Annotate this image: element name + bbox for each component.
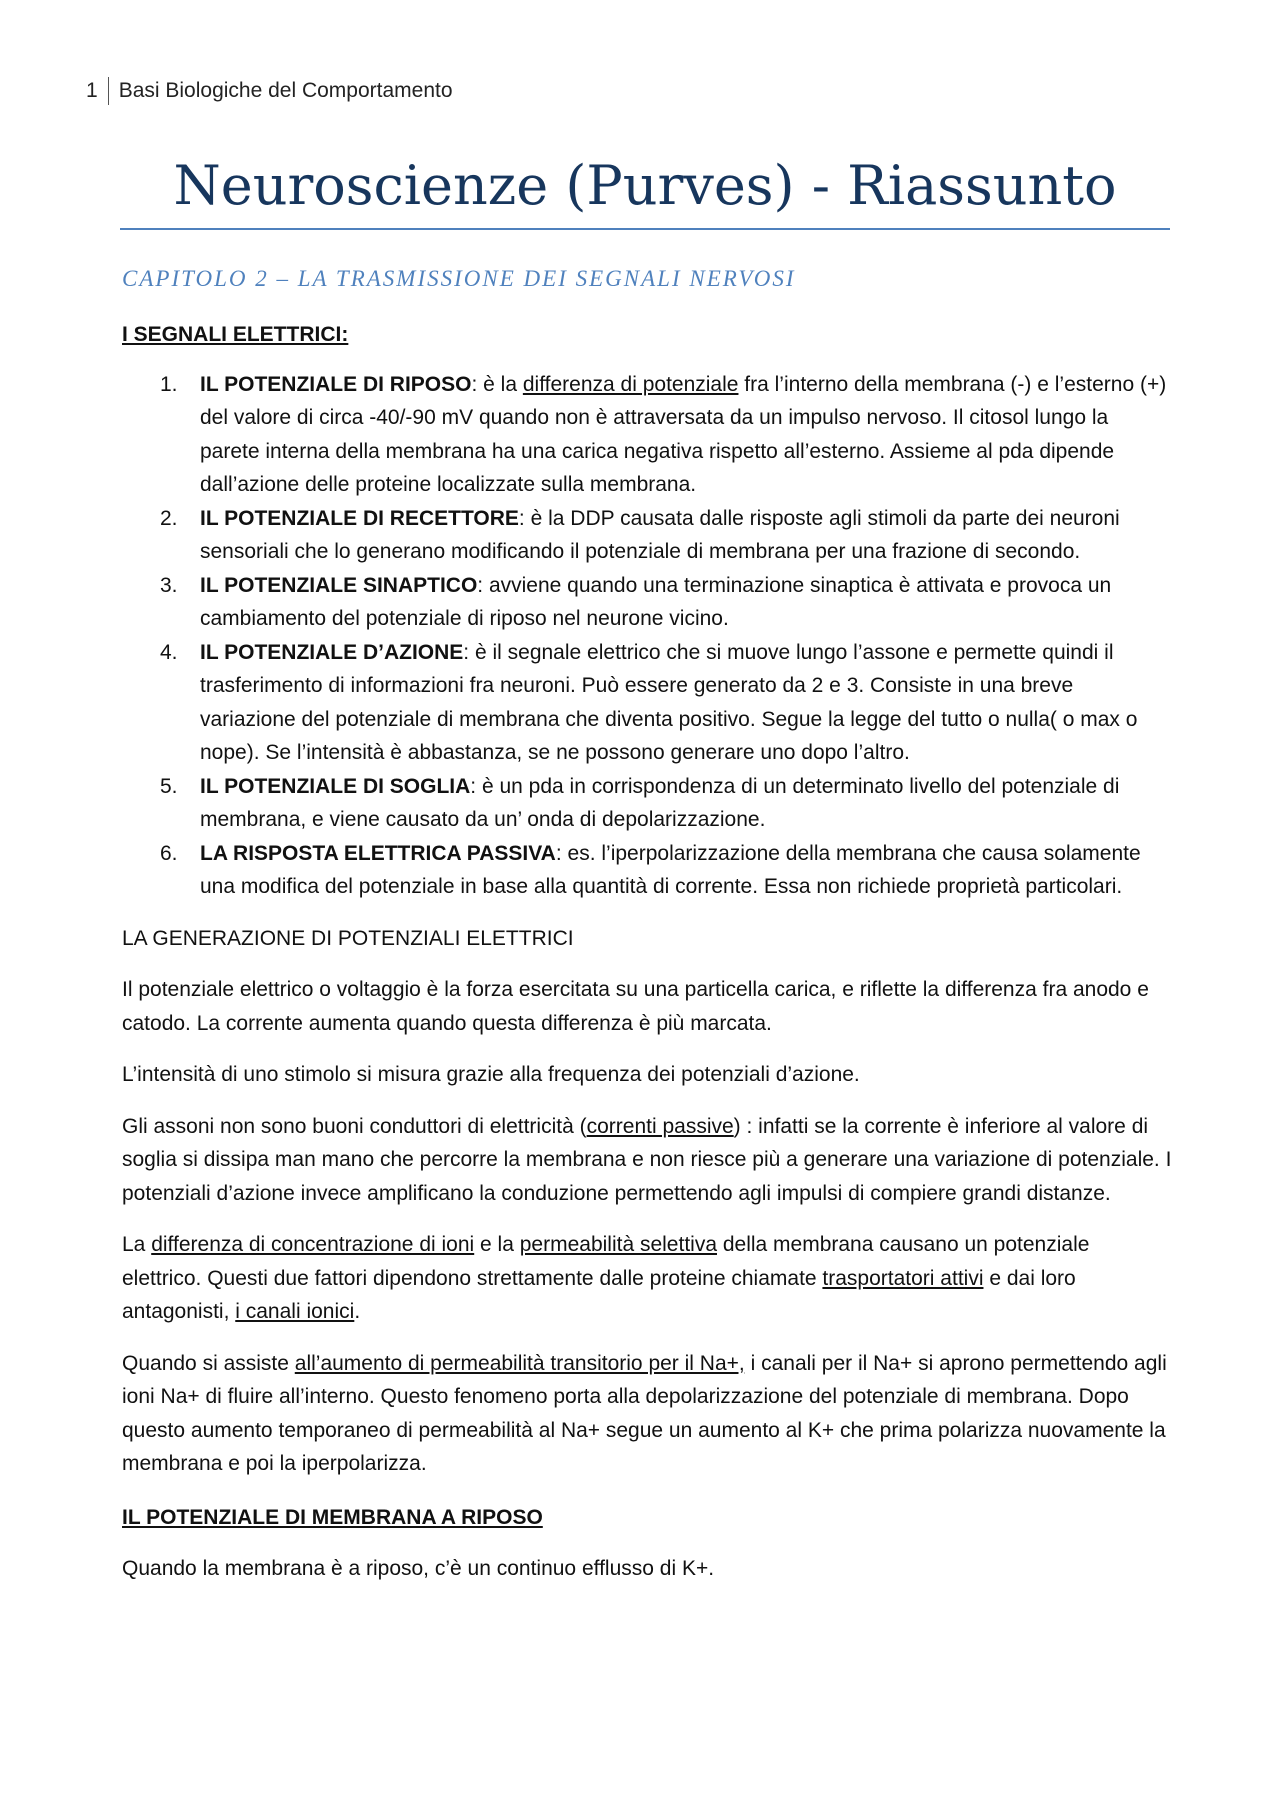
paragraph: Il potenziale elettrico o voltaggio è la forza esercitata su una particella carica, e riflette la differenza fra anodo e catodo. La corrente aumenta quando questa differenza è più marcata. (122, 978, 1149, 1035)
list-item (160, 502, 1172, 569)
header-separator (108, 77, 109, 105)
list-number: 5. (160, 774, 178, 798)
list-number: 2. (160, 506, 178, 530)
section-heading-generazione: LA GENERAZIONE DI POTENZIALI ELETTRICI (122, 926, 574, 950)
paragraph-text: Quando si assiste (122, 1351, 295, 1375)
paragraph: L’intensità di uno stimolo si misura grazie alla frequenza dei potenziali d’azione. (122, 1063, 860, 1086)
running-title: Basi Biologiche del Comportamento (118, 79, 453, 103)
list-term: IL POTENZIALE DI SOGLIA (200, 774, 471, 798)
underlined-phrase: trasportatori attivi (822, 1266, 984, 1290)
list-text: : è il segnale elettrico che si muove lungo l’assone e permette quindi il trasferimento di informazioni fra neuroni. Può essere generato da 2 e 3. Consiste in una breve variazione del potenziale di membrana che diventa positivo. Segue la legge del tutto o nulla( o max o nope). Se l’intensità è abbastanza, se ne possono generare uno dopo l’altro. (200, 640, 1138, 764)
underlined-phrase: i canali ionici (235, 1300, 355, 1323)
section-heading-membrana-riposo: IL POTENZIALE DI MEMBRANA A RIPOSO (122, 1505, 543, 1529)
signal-types-list (122, 368, 1172, 904)
paragraph-text: La (122, 1233, 152, 1256)
list-item (160, 569, 1172, 636)
list-number: 6. (160, 841, 178, 865)
underlined-phrase: correnti passive (586, 1114, 734, 1138)
list-item (160, 368, 1172, 502)
list-number: 1. (160, 372, 178, 396)
list-text: : es. l’iperpolarizzazione della membrana che causa solamente una modifica del potenziale in base alla quantità di corrente. Essa non richiede proprietà particolari. (200, 841, 1141, 898)
list-text: fra l’interno della membrana (-) e l’esterno (+) del valore di circa -40/-90 mV quando non è attraversata da un impulso nervoso. Il citosol lungo la parete interna della membrana ha una carica negativa rispetto all’esterno. Assieme al pda dipende dall’azione delle proteine localizzate sulla membrana. (200, 372, 1167, 496)
list-text: : è la (471, 372, 523, 396)
document-title: Neuroscienze (Purves) - Riassunto (173, 154, 1117, 217)
list-text: : è la DDP causata dalle risposte agli stimoli da parte dei neuroni sensoriali che lo generano modificando il potenziale di membrana per una frazione di secondo. (200, 506, 1120, 563)
list-number: 4. (160, 640, 178, 664)
underlined-phrase: permeabilità selettiva (519, 1233, 717, 1256)
list-item (160, 636, 1172, 770)
list-term: IL POTENZIALE SINAPTICO (200, 573, 478, 597)
page-number: 1 (86, 79, 98, 103)
paragraph-text: della membrana causano un potenziale elettrico. Questi due fattori dipendono strettamente dalle proteine chiamate (122, 1233, 1090, 1290)
section-heading-segnali-elettrici: I SEGNALI ELETTRICI: (122, 323, 349, 346)
document-body (122, 318, 1172, 1586)
paragraph-text: ) : infatti se la corrente è inferiore al valore di soglia si dissipa man mano che percorre la membrana e non riesce più a generare una variazione di potenziale. I potenziali d’azione invece amplificano la conduzione permettendo agli impulsi di compiere grandi distanze. (122, 1114, 1172, 1205)
paragraph (122, 1228, 1172, 1329)
paragraph (122, 1347, 1172, 1481)
list-term: IL POTENZIALE DI RECETTORE (200, 506, 519, 530)
paragraph: Quando la membrana è a riposo, c’è un continuo efflusso di K+. (122, 1557, 715, 1580)
list-text: : è un pda in corrispondenza di un determinato livello del potenziale di membrana, e viene causato da un’ onda di depolarizzazione. (200, 774, 1120, 831)
list-term: LA RISPOSTA ELETTRICA PASSIVA (200, 841, 556, 865)
paragraph-text: . (354, 1300, 361, 1323)
list-term: IL POTENZIALE D’AZIONE (200, 640, 464, 664)
list-item (160, 837, 1172, 904)
underlined-phrase: differenza di concentrazione di ioni (151, 1233, 475, 1256)
underlined-phrase: differenza di potenziale (522, 372, 739, 396)
list-item (160, 770, 1172, 837)
paragraph-text: e la (474, 1233, 520, 1256)
list-text: : avviene quando una terminazione sinaptica è attivata e provoca un cambiamento del potenziale di riposo nel neurone vicino. (200, 573, 1112, 630)
paragraph-text: Gli assoni non sono buoni conduttori di elettricità ( (122, 1114, 587, 1138)
list-term: IL POTENZIALE DI RIPOSO (200, 372, 472, 396)
chapter-heading: CAPITOLO 2 – LA TRASMISSIONE DEI SEGNALI NERVOSI (122, 266, 796, 291)
paragraph-text: i canali per il Na+ si aprono permettendo agli ioni Na+ di fluire all’interno. Questo fenomeno porta alla depolarizzazione del potenziale di membrana. Dopo questo aumento temporaneo di permeabilità al Na+ segue un aumento al K+ che prima polarizza nuovamente la membrana e poi la iperpolarizza. (122, 1351, 1167, 1475)
title-underline-rule (120, 228, 1170, 230)
list-number: 3. (160, 573, 178, 597)
running-header (86, 76, 453, 106)
paragraph (122, 1110, 1172, 1211)
paragraph-text: e dai loro antagonisti, (122, 1266, 1076, 1323)
underlined-phrase: all’aumento di permeabilità transitorio per il Na+, (294, 1351, 745, 1375)
